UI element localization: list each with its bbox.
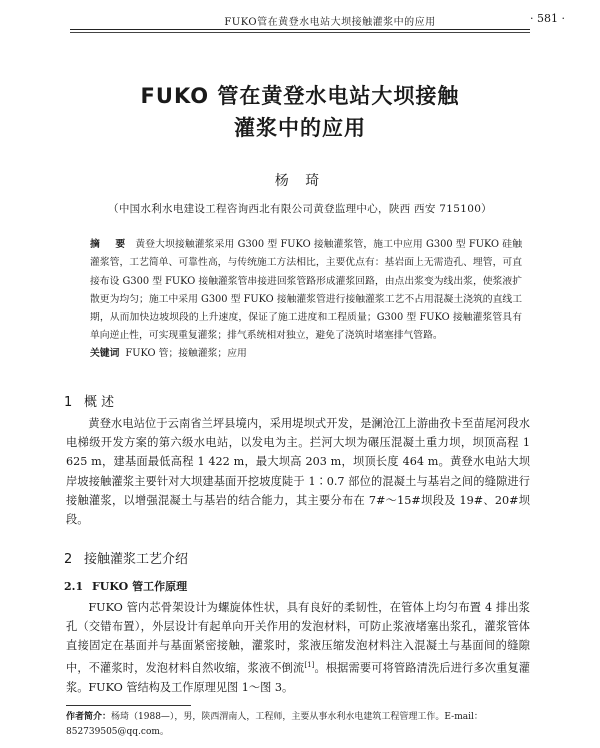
abstract	[90, 236, 522, 346]
section-1-title: 概 述	[84, 395, 115, 410]
subsection-2-1-paragraph	[66, 598, 530, 697]
section-1-heading	[64, 391, 114, 410]
header-rule-thin	[70, 32, 530, 33]
paragraph-text-part1: FUKO 管内芯骨架设计为螺旋体性状，具有良好的柔韧性，在管体上均匀布置 4 排出浆孔（交错布置），外层设计有起单向开关作用的发泡材料，可防止浆液堵塞出浆孔，灌浆管体直接固定在基面并与基面紧密接触，灌浆时，浆液压缩发泡材料注入混凝土与基面间的缝隙中，不灌浆时，发泡材料自然收缩，浆液不倒流	[66, 601, 530, 675]
section-1-paragraph: 黄登水电站位于云南省兰坪县境内，采用堤坝式开发，是澜沧江上游曲孜卡至苗尾河段水电梯级开发方案的第六级水电站，以发电为主。拦河大坝为碾压混凝土重力坝，坝顶高程 1 625 m，建基面最低高程 1 422 m，最大坝高 203 m，坝顶长度 464 m。黄登水电站大坝岸坡接触灌浆主要针对大坝建基面开挖坡度陡于 1∶0.7 部位的混凝土与基岩之间的缝隙进行接触灌浆，以增强混凝土与基岩的结合能力，其主要分布在 7#～15#坝段及 19#、20#坝段。	[66, 417, 530, 527]
section-1-number: 1	[64, 395, 73, 410]
footnote-label: 作者简介：	[66, 712, 112, 722]
keywords-text: FUKO 管；接触灌浆；应用	[125, 348, 247, 359]
subsection-2-1-number: 2.1	[64, 580, 84, 593]
abstract-label: 摘 要	[90, 239, 132, 250]
footnote-text: 杨琦（1988—），男，陕西渭南人，工程师，主要从事水利水电建筑工程管理工作。E-mail：852739505@qq.com。	[66, 712, 483, 737]
header-rule	[70, 29, 530, 30]
keywords	[90, 345, 522, 359]
footnote-rule	[66, 705, 191, 706]
author-name: 杨 琦	[274, 173, 326, 189]
author-affiliation: （中国水利水电建设工程咨询西北有限公司黄登监理中心，陕西 西安 715100）	[108, 203, 492, 215]
keywords-label: 关键词	[90, 348, 120, 359]
abstract-text: 黄登大坝接触灌浆采用 G300 型 FUKO 接触灌浆管，施工中应用 G300 型 FUKO 硅触灌浆管，工艺简单、可靠性高，与传统施工方法相比，主要优点有：基岩面上无需造孔、埋管，可直接布设 G300 型 FUKO 接触灌浆管串接进回浆管路形成灌浆回路，由点出浆变为线出浆，使浆液扩散更为均匀；施工中采用 G300 型 FUKO 接触灌浆管进行接触灌浆工艺不占用混凝土浇筑的直线工期，从而加快边坡坝段的上升速度，保证了施工进度和工程质量；G300 型 FUKO 接触灌浆管具有单向逆止性，可实现重复灌浆；排气系统相对独立，避免了浇筑时堵塞排气管路。	[90, 239, 522, 342]
section-2-number: 2	[64, 552, 73, 567]
subsection-2-1-heading	[64, 578, 187, 594]
author-footnote	[66, 710, 530, 740]
page-number: · 581 ·	[530, 12, 565, 25]
section-2-title: 接触灌浆工艺介绍	[84, 552, 189, 567]
citation-ref[interactable]: [1]	[304, 660, 315, 669]
running-header: FUKO管在黄登水电站大坝接触灌浆中的应用	[224, 17, 436, 28]
paper-title-line2: 灌浆中的应用	[234, 116, 366, 140]
paragraph-text-part2: 。根据需要可将管路清洗后进行多次重复灌浆。FUKO 管结构及工作原理见图 1～图 3。	[66, 661, 530, 694]
paper-title-line1: FUKO 管在黄登水电站大坝接触	[140, 84, 460, 108]
section-2-heading	[64, 548, 188, 567]
subsection-2-1-title: FUKO 管工作原理	[92, 580, 188, 593]
